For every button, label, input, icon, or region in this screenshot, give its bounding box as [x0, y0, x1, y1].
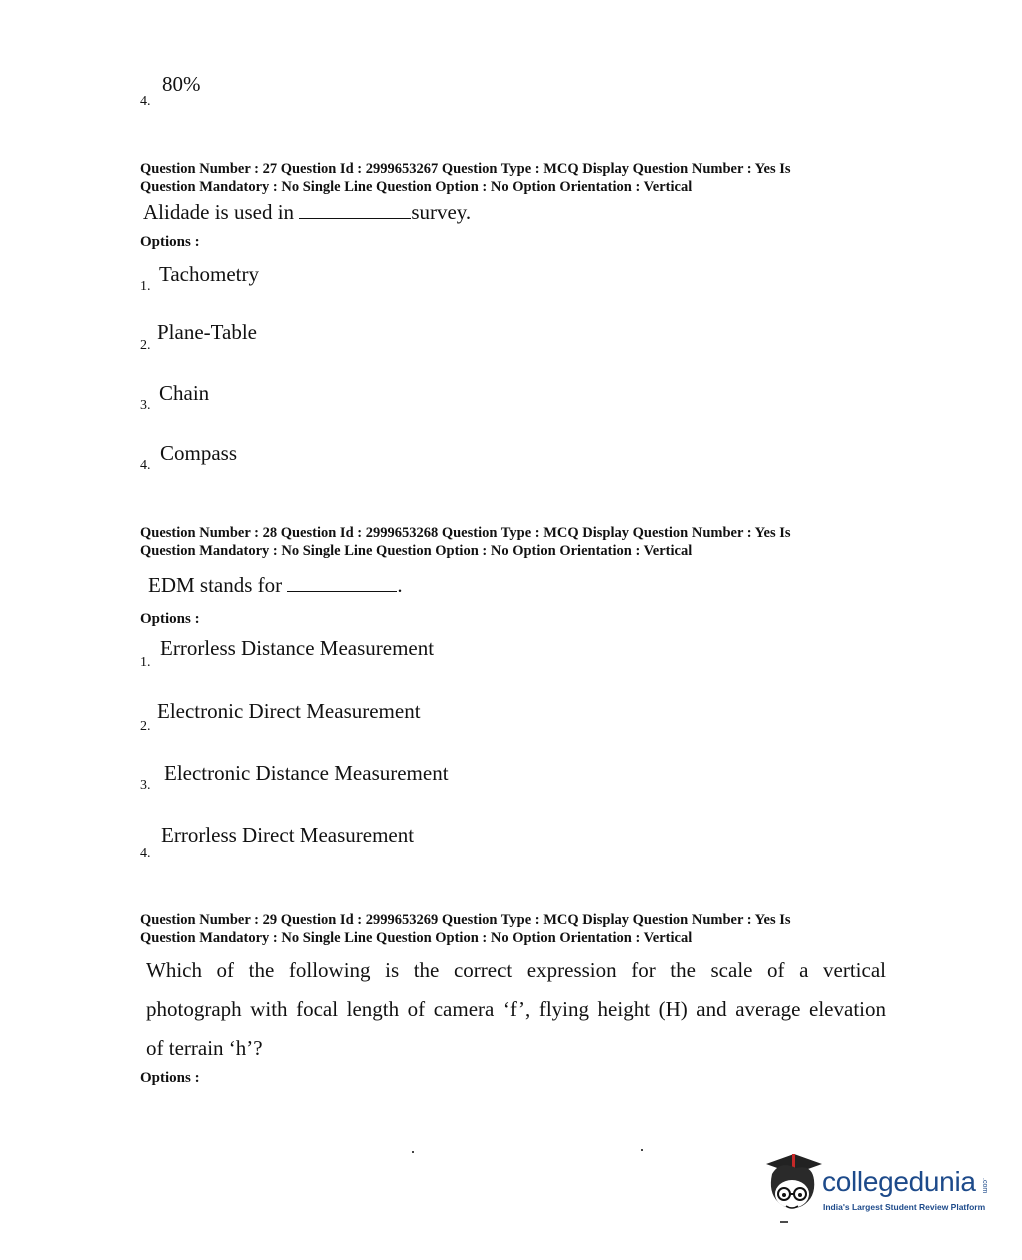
prev-option-4-text: 80% [162, 72, 201, 96]
q28-option-2-number: 2. [140, 719, 151, 734]
q29-meta-line2: Question Mandatory : No Single Line Question Option : No Option Orientation : Vertical [140, 930, 693, 946]
q28-blank [287, 573, 397, 592]
q27-option-4-text: Compass [160, 441, 238, 465]
prev-option-4-number: 4. [140, 94, 151, 109]
q28-option-2-text: Electronic Direct Measurement [157, 699, 421, 723]
mascot-with-graduation-cap-icon [762, 1150, 824, 1230]
q28-meta [140, 524, 860, 560]
q27-meta-line1: Question Number : 27 Question Id : 2999653267 Question Type : MCQ Display Question Number : Yes Is [140, 161, 791, 177]
q27-option-2-text: Plane-Table [157, 320, 257, 344]
q27-text-before: Alidade is used in [143, 200, 295, 224]
q27-option-3-text: Chain [159, 381, 210, 405]
q28-option-1-text: Errorless Distance Measurement [160, 636, 435, 660]
q27-meta [140, 160, 860, 196]
q28-question-text [148, 573, 403, 598]
q27-option-3-number: 3. [140, 398, 151, 413]
q27-text-after: survey. [411, 200, 472, 224]
q27-option-2-number: 2. [140, 338, 151, 353]
scan-mark [412, 1151, 414, 1153]
q29-question-text [146, 951, 886, 1068]
q27-option-4-number: 4. [140, 458, 151, 473]
q28-option-4-number: 4. [140, 846, 151, 861]
brand-name: collegedunia [822, 1166, 976, 1197]
q28-option-1-number: 1. [140, 655, 151, 670]
q27-blank [299, 200, 411, 219]
q28-meta-line1: Question Number : 28 Question Id : 2999653268 Question Type : MCQ Display Question Number : Yes Is [140, 525, 791, 541]
q28-option-4-text: Errorless Direct Measurement [161, 823, 415, 847]
q27-option-1-text: Tachometry [159, 262, 259, 286]
q28-options-label: Options : [140, 611, 200, 627]
q27-option-1-number: 1. [140, 279, 151, 294]
q29-text-line2: photograph with focal length of camera ‘f’, flying height (H) and average elevation [146, 997, 886, 1021]
q28-text-after: . [397, 573, 403, 597]
brand-tagline: India's Largest Student Review Platform [823, 1202, 986, 1212]
brand-dotcom: .com [981, 1178, 988, 1194]
q28-text-before: EDM stands for [148, 573, 283, 597]
q27-meta-line2: Question Mandatory : No Single Line Question Option : No Option Orientation : Vertical [140, 179, 693, 195]
q29-options-label: Options : [140, 1070, 200, 1086]
q27-question-text [143, 200, 471, 225]
q29-meta [140, 911, 860, 947]
q27-options-label: Options : [140, 234, 200, 250]
q29-text-line3: of terrain ‘h’? [146, 1036, 263, 1060]
q29-meta-line1: Question Number : 29 Question Id : 2999653269 Question Type : MCQ Display Question Number : Yes Is [140, 912, 791, 928]
q29-text-line1: Which of the following is the correct expression for the scale of a vertical [146, 958, 886, 982]
q28-option-3-number: 3. [140, 778, 151, 793]
scan-mark [641, 1149, 643, 1151]
q28-option-3-text: Electronic Distance Measurement [164, 761, 449, 785]
q28-meta-line2: Question Mandatory : No Single Line Question Option : No Option Orientation : Vertical [140, 543, 693, 559]
